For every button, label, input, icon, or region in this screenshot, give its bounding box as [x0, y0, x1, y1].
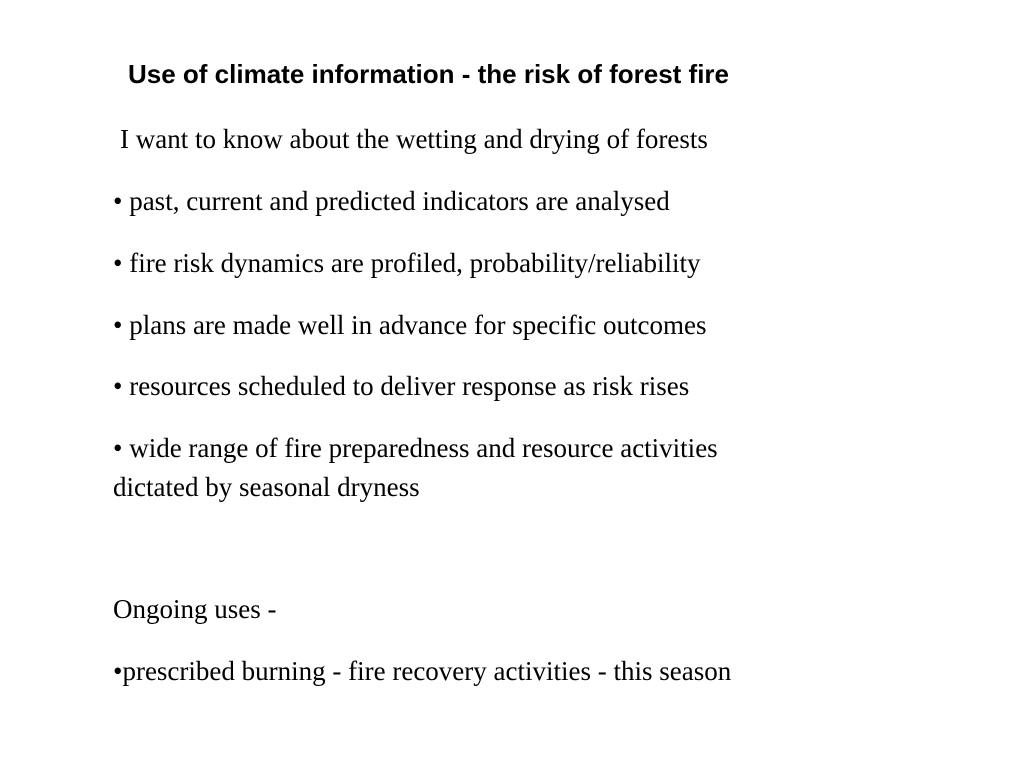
bullet-item-fire-risk: • fire risk dynamics are profiled, probability/reliability: [113, 248, 701, 278]
slide-title: Use of climate information - the risk of forest fire: [128, 59, 729, 89]
ongoing-uses-item: •prescribed burning - fire recovery activities - this season: [113, 656, 732, 686]
bullet-item-preparedness: • wide range of fire preparedness and resource activities: [113, 433, 718, 463]
bullet-item-plans: • plans are made well in advance for specific outcomes: [113, 310, 707, 340]
ongoing-uses-heading: Ongoing uses -: [113, 594, 277, 624]
intro-text: I want to know about the wetting and drying of forests: [120, 124, 708, 154]
bullet-item-indicators: • past, current and predicted indicators are analysed: [113, 186, 670, 216]
bullet-item-preparedness-continued: dictated by seasonal dryness: [113, 472, 420, 502]
bullet-item-resources: • resources scheduled to deliver response as risk rises: [113, 371, 690, 401]
